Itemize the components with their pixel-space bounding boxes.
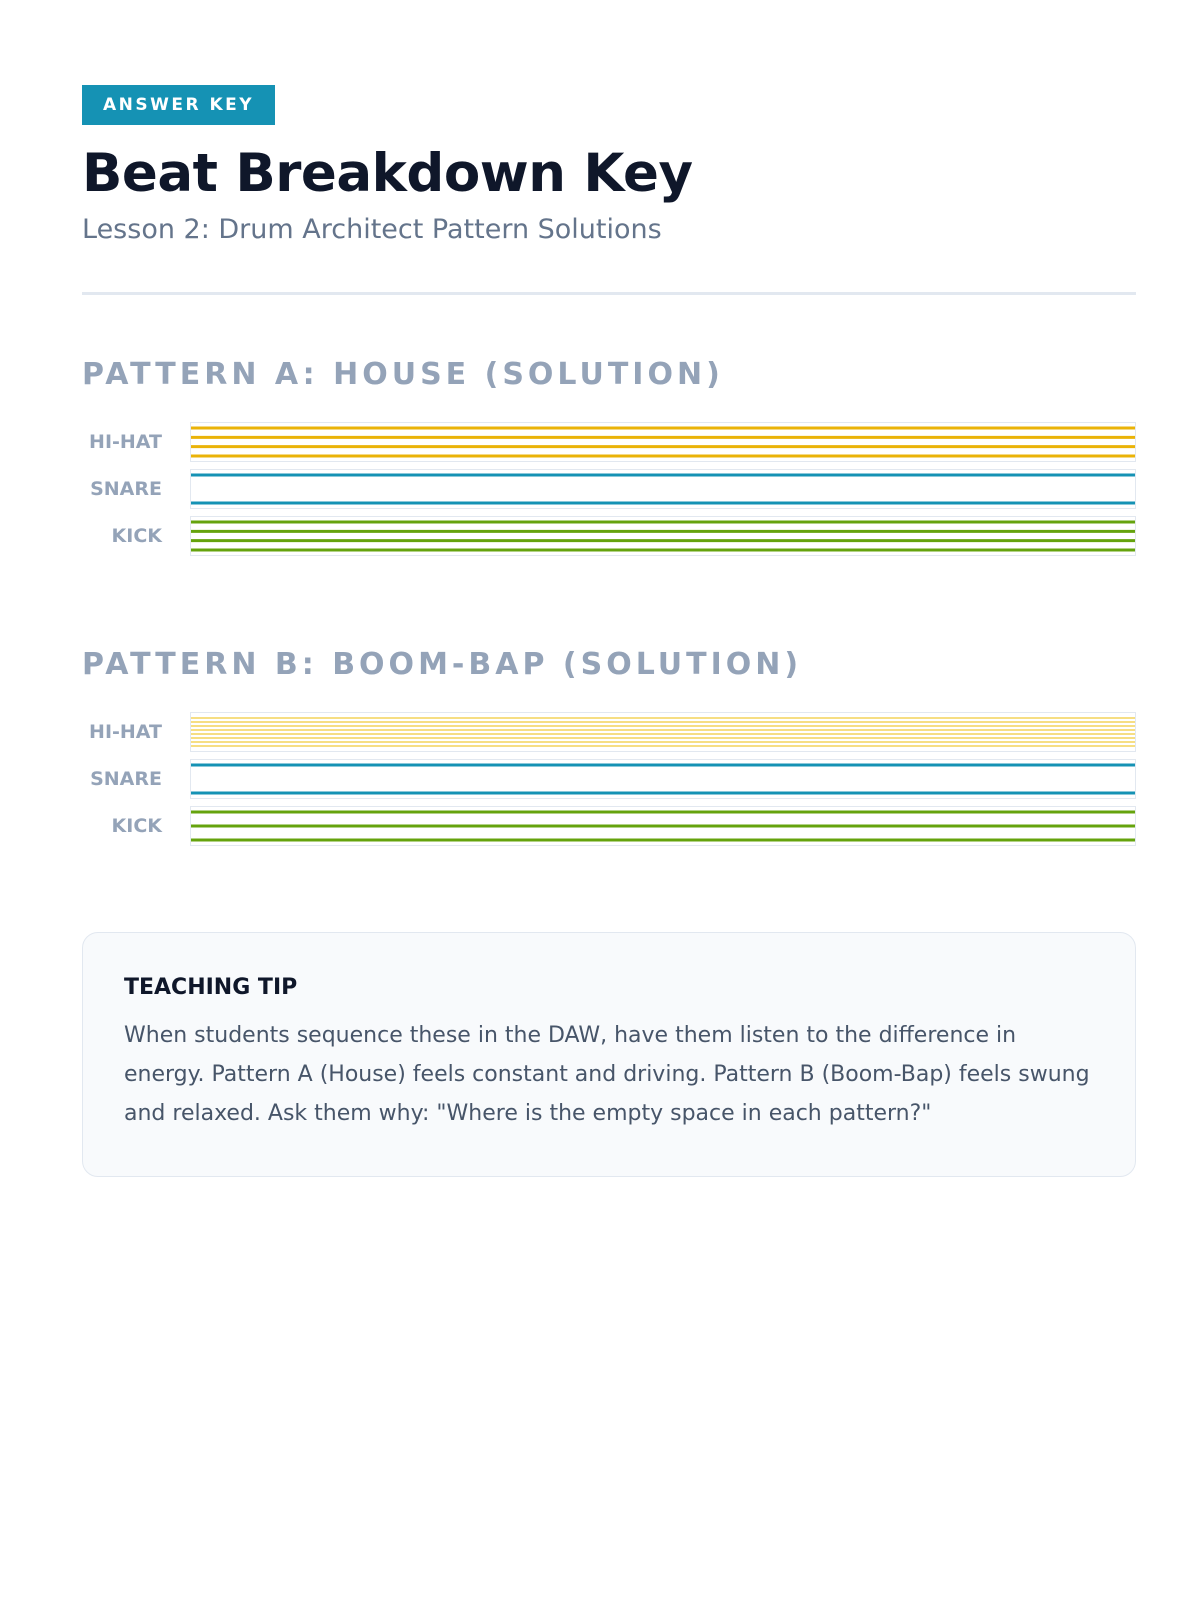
track-stripes — [191, 517, 1135, 555]
pattern-b-track-snare — [82, 759, 1136, 799]
track-stripes — [191, 760, 1135, 798]
track-label: HI-HAT — [89, 721, 162, 743]
track-lane[interactable] — [190, 516, 1136, 556]
track-lane[interactable] — [190, 422, 1136, 462]
track-label: KICK — [111, 525, 162, 547]
track-stripes — [191, 470, 1135, 508]
track-stripes — [191, 713, 1135, 751]
header-divider — [82, 292, 1136, 295]
pattern-b-grid — [82, 712, 1136, 853]
pattern-b-track-kick — [82, 806, 1136, 846]
teaching-tip-heading: TEACHING TIP — [124, 975, 298, 1000]
track-stripes — [191, 807, 1135, 845]
pattern-a-track-hihat — [82, 422, 1136, 462]
pattern-b-title: PATTERN B: BOOM-BAP (SOLUTION) — [82, 647, 803, 682]
page-subtitle: Lesson 2: Drum Architect Pattern Solutions — [82, 214, 662, 245]
track-label: SNARE — [90, 768, 162, 790]
track-label: SNARE — [90, 478, 162, 500]
track-stripes — [191, 423, 1135, 461]
track-label: HI-HAT — [89, 431, 162, 453]
track-lane[interactable] — [190, 469, 1136, 509]
pattern-a-title: PATTERN A: HOUSE (SOLUTION) — [82, 357, 724, 392]
pattern-a-grid — [82, 422, 1136, 563]
track-lane[interactable] — [190, 759, 1136, 799]
answer-key-page — [82, 85, 1136, 1126]
track-lane[interactable] — [190, 806, 1136, 846]
teaching-tip-box — [82, 932, 1136, 1177]
pattern-b-track-hihat — [82, 712, 1136, 752]
page-title: Beat Breakdown Key — [82, 143, 693, 204]
answer-key-badge: ANSWER KEY — [82, 85, 275, 125]
track-label: KICK — [111, 815, 162, 837]
pattern-a-track-kick — [82, 516, 1136, 556]
track-lane[interactable] — [190, 712, 1136, 752]
pattern-a-track-snare — [82, 469, 1136, 509]
teaching-tip-body: When students sequence these in the DAW, have them listen to the difference in energy. Pattern A (House) feels constant and driving. Pattern B (Boom-Bap) feels swung and relaxed. Ask them why: "Where is the empty space in each pattern?" — [124, 1023, 1090, 1126]
